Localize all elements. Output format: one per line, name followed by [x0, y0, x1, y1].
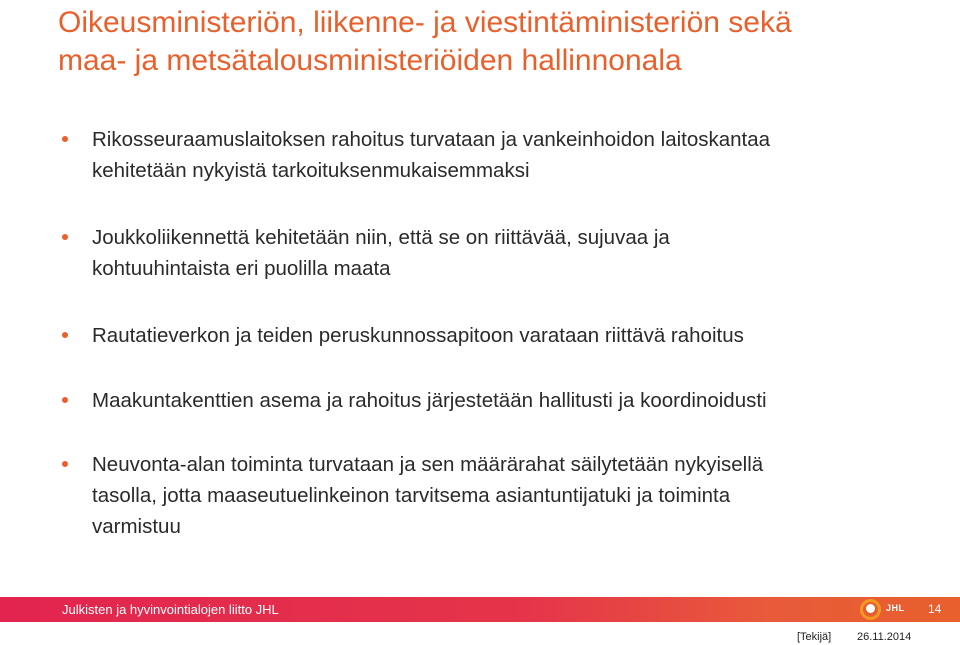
page-number: 14 [928, 602, 942, 616]
slide-title-line: Oikeusministeriön, liikenne- ja viestintäministeriön sekä [58, 6, 792, 39]
logo-ring-center [866, 604, 875, 613]
footer-author: [Tekijä] [797, 631, 832, 643]
bullet-item [62, 385, 922, 416]
slide-title-line: maa- ja metsätalousministeriöiden hallinnonala [58, 44, 682, 77]
bullet-text-line: varmistuu [92, 515, 181, 538]
bullet-text-line: Rikosseuraamuslaitoksen rahoitus turvataan ja vankeinhoidon laitoskantaa [92, 128, 771, 151]
bullet-item [62, 222, 922, 284]
footer-bar [0, 597, 960, 622]
bullet-dot-icon [62, 397, 68, 403]
bullet-text-line: tasolla, jotta maaseutuelinkeinon tarvitsema asiantuntijatuki ja toiminta [92, 484, 731, 507]
bullet-dot-icon [62, 461, 68, 467]
bullet-text-line: Maakuntakenttien asema ja rahoitus järjestetään hallitusti ja koordinoidusti [92, 389, 767, 412]
bullet-item [62, 320, 922, 351]
bullet-list [62, 124, 922, 542]
footer-date: 26.11.2014 [857, 631, 912, 643]
jhl-logo-icon [858, 598, 914, 621]
slide-title [58, 4, 918, 80]
footer-organization: Julkisten ja hyvinvointialojen liitto JHL [62, 602, 279, 617]
bullet-dot-icon [62, 234, 68, 240]
bullet-text-line: Neuvonta-alan toiminta turvataan ja sen määrärahat säilytetään nykyisellä [92, 453, 764, 476]
logo-text: JHL [886, 603, 905, 613]
bullet-text-line: Joukkoliikennettä kehitetään niin, että se on riittävää, sujuvaa ja [92, 226, 670, 249]
bullet-item [62, 449, 922, 542]
bullet-dot-icon [62, 136, 68, 142]
bullet-text-line: Rautatieverkon ja teiden peruskunnossapitoon varataan riittävä rahoitus [92, 324, 744, 347]
bullet-item [62, 124, 922, 186]
bullet-dot-icon [62, 332, 68, 338]
bullet-text-line: kehitetään nykyistä tarkoituksenmukaisemmaksi [92, 159, 530, 182]
bullet-text-line: kohtuuhintaista eri puolilla maata [92, 257, 391, 280]
